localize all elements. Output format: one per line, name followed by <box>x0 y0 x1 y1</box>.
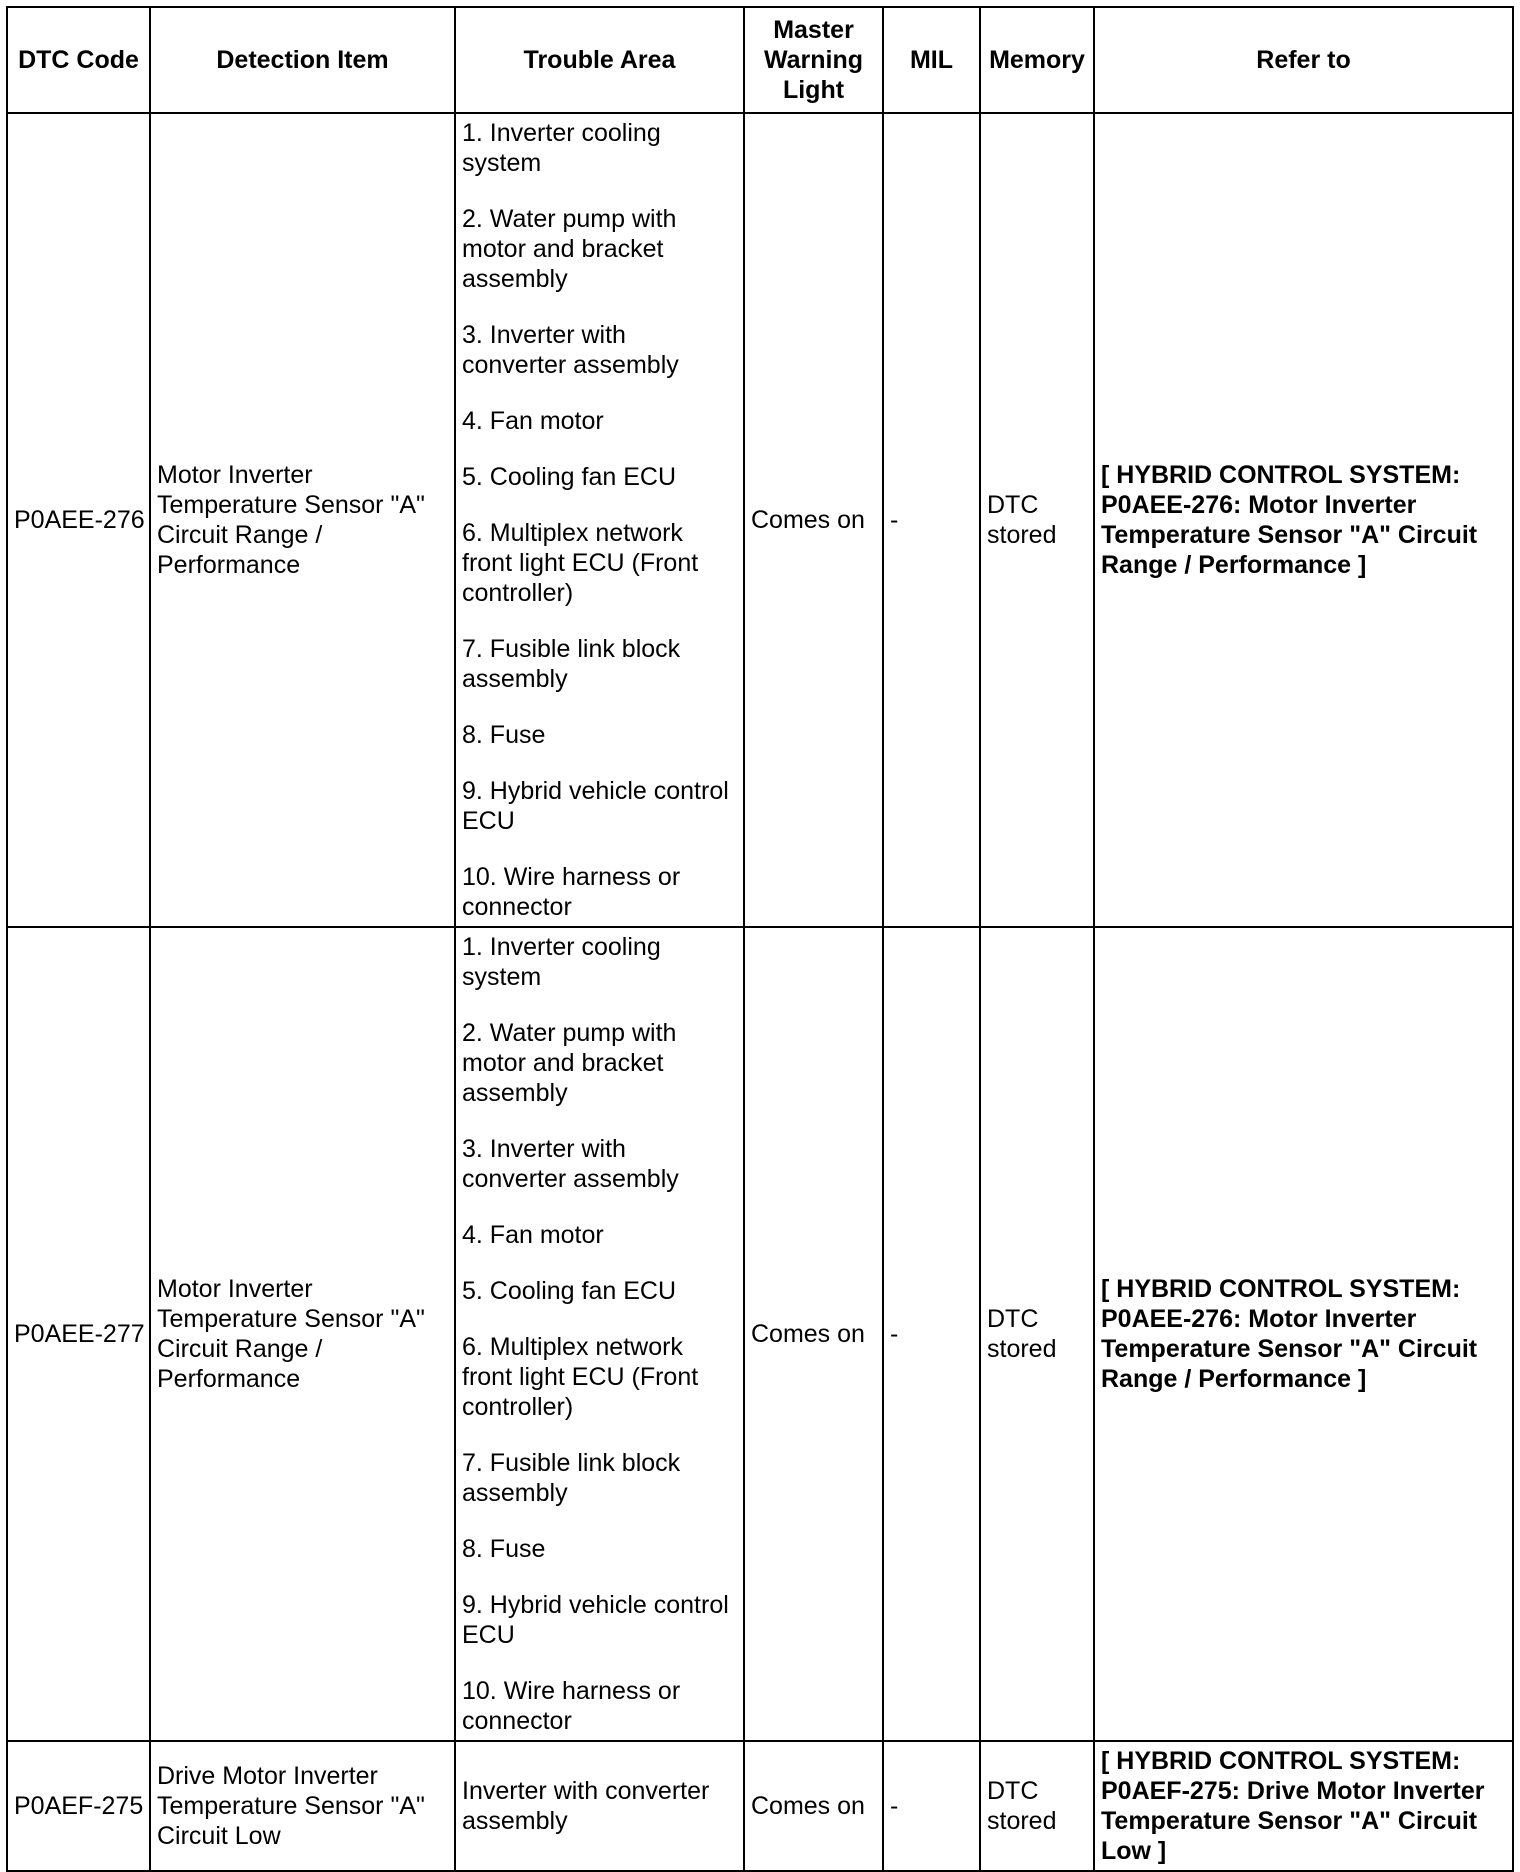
list-item: 7. Fusible link block assembly <box>462 635 681 693</box>
list-item: 6. Multiplex network front light ECU (Front controller) <box>462 1333 699 1421</box>
list-item: 4. Fan motor <box>462 1221 604 1249</box>
master-warning-light-cell: Comes on <box>744 113 883 927</box>
list-item: 9. Hybrid vehicle control ECU <box>462 1591 729 1649</box>
trouble-area-cell <box>455 927 744 1741</box>
header-dtc-code: DTC Code <box>7 7 150 113</box>
dtc-table <box>6 6 1514 1872</box>
header-refer-to: Refer to <box>1094 7 1513 113</box>
table-row <box>7 1741 1513 1871</box>
list-item: 9. Hybrid vehicle control ECU <box>462 777 729 835</box>
master-warning-light-cell: Comes on <box>744 1741 883 1871</box>
memory-cell: DTC stored <box>980 113 1094 927</box>
list-item: 8. Fuse <box>462 721 546 749</box>
list-item: 1. Inverter cooling system <box>462 933 661 991</box>
refer-to-cell: [ HYBRID CONTROL SYSTEM: P0AEF-275: Drive Motor Inverter Temperature Sensor "A" Circuit Low ] <box>1094 1741 1513 1871</box>
list-item: 4. Fan motor <box>462 407 604 435</box>
header-trouble-area: Trouble Area <box>455 7 744 113</box>
list-item: 6. Multiplex network front light ECU (Front controller) <box>462 519 699 607</box>
memory-cell: DTC stored <box>980 1741 1094 1871</box>
list-item: 5. Cooling fan ECU <box>462 463 677 491</box>
trouble-area-list <box>462 932 737 1736</box>
table-row <box>7 113 1513 927</box>
list-item: 1. Inverter cooling system <box>462 119 661 177</box>
detection-item-cell: Drive Motor Inverter Temperature Sensor "A" Circuit Low <box>150 1741 455 1871</box>
list-item: 3. Inverter with converter assembly <box>462 321 679 379</box>
list-item: 10. Wire harness or connector <box>462 863 681 921</box>
list-item: 2. Water pump with motor and bracket assembly <box>462 205 677 293</box>
detection-item-cell: Motor Inverter Temperature Sensor "A" Circuit Range / Performance <box>150 113 455 927</box>
dtc-code-cell: P0AEE-277 <box>7 927 150 1741</box>
master-warning-light-cell: Comes on <box>744 927 883 1741</box>
list-item: 7. Fusible link block assembly <box>462 1449 681 1507</box>
mil-cell: - <box>883 927 980 1741</box>
header-detection-item: Detection Item <box>150 7 455 113</box>
trouble-area-cell <box>455 1741 744 1871</box>
table-row <box>7 927 1513 1741</box>
mil-cell: - <box>883 113 980 927</box>
refer-to-cell: [ HYBRID CONTROL SYSTEM: P0AEE-276: Motor Inverter Temperature Sensor "A" Circuit Range / Performance ] <box>1094 927 1513 1741</box>
header-master-warning-light: Master Warning Light <box>744 7 883 113</box>
detection-item-cell: Motor Inverter Temperature Sensor "A" Circuit Range / Performance <box>150 927 455 1741</box>
header-memory: Memory <box>980 7 1094 113</box>
trouble-area-cell <box>455 113 744 927</box>
trouble-area-list <box>462 1776 737 1836</box>
memory-cell: DTC stored <box>980 927 1094 1741</box>
trouble-area-list <box>462 118 737 922</box>
list-item: 2. Water pump with motor and bracket assembly <box>462 1019 677 1107</box>
mil-cell: - <box>883 1741 980 1871</box>
list-item: 5. Cooling fan ECU <box>462 1277 677 1305</box>
header-mil: MIL <box>883 7 980 113</box>
dtc-code-cell: P0AEE-276 <box>7 113 150 927</box>
list-item: 8. Fuse <box>462 1535 546 1563</box>
dtc-code-cell: P0AEF-275 <box>7 1741 150 1871</box>
refer-to-cell: [ HYBRID CONTROL SYSTEM: P0AEE-276: Motor Inverter Temperature Sensor "A" Circuit Range / Performance ] <box>1094 113 1513 927</box>
list-item: 10. Wire harness or connector <box>462 1677 681 1735</box>
list-item: Inverter with converter assembly <box>462 1777 710 1835</box>
header-row <box>7 7 1513 113</box>
list-item: 3. Inverter with converter assembly <box>462 1135 679 1193</box>
